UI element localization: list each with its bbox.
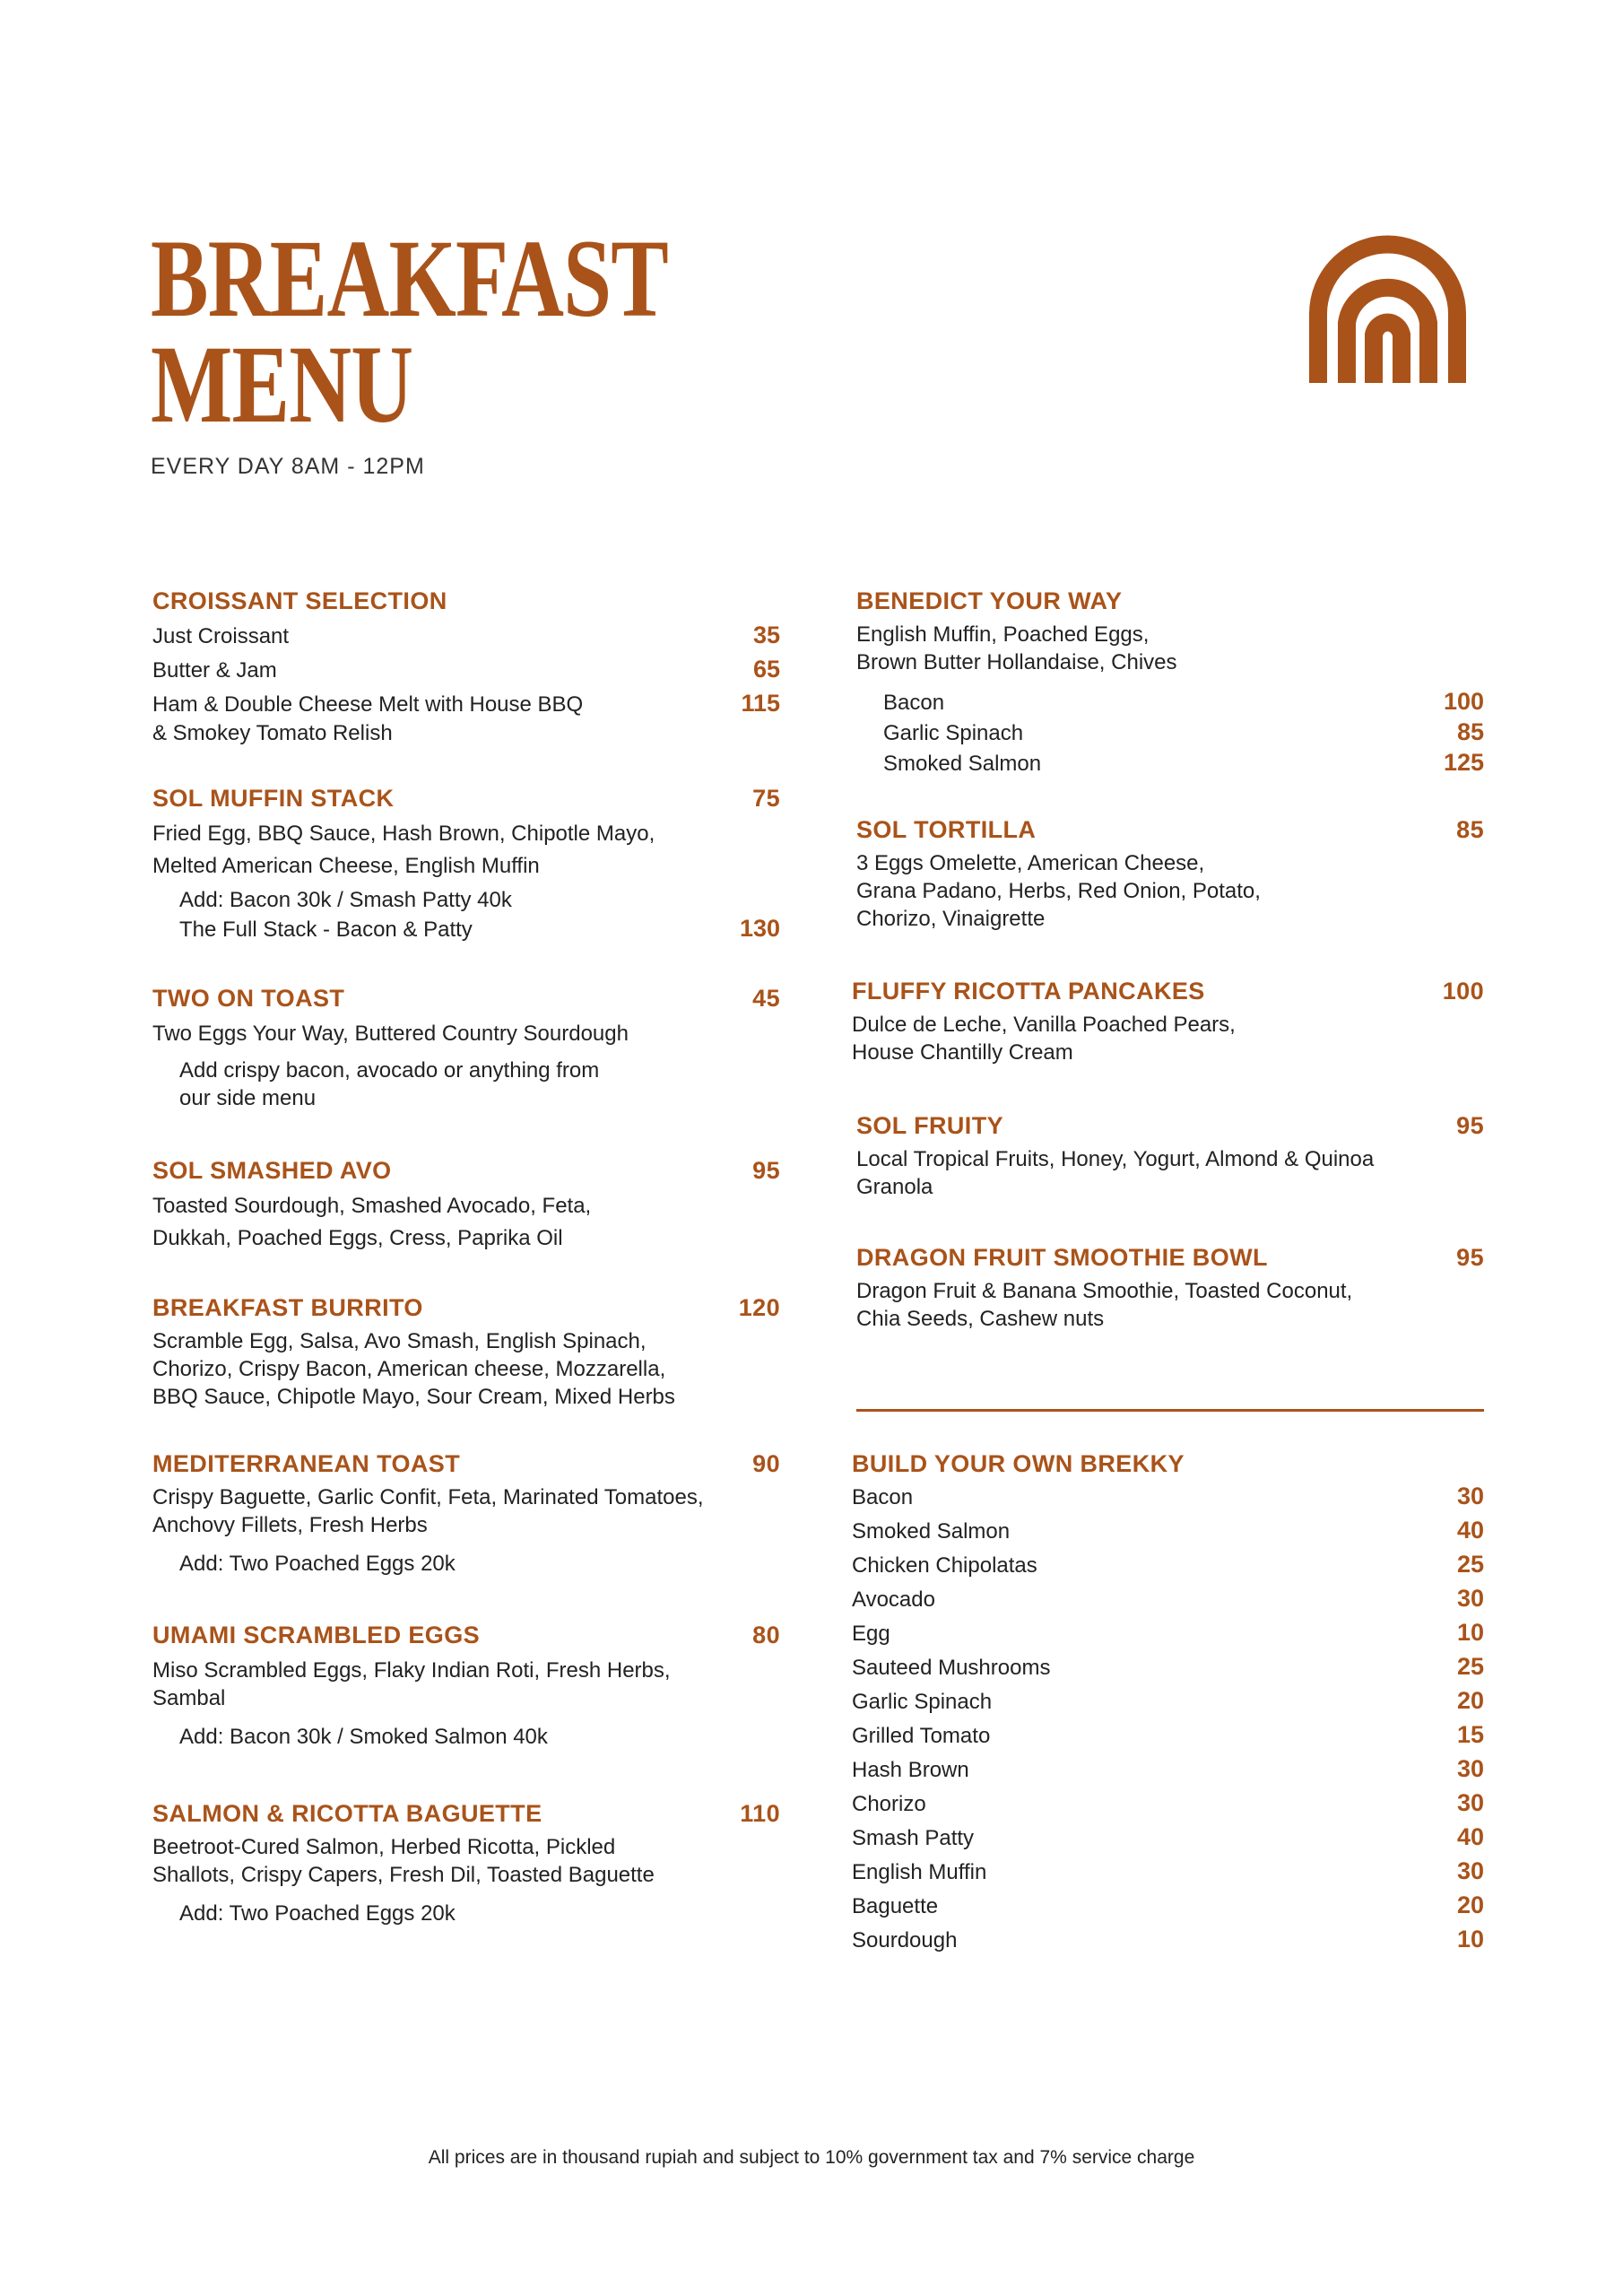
menu-item: Just Croissant 35 — [152, 619, 780, 653]
right-column — [852, 0, 1484, 2063]
section-breakfast-burrito: BREAKFAST BURRITO 120 Scramble Egg, Salsa, Avo Smash, English Spinach, Chorizo, Crispy Bacon, American cheese, Mozzarella, BBQ Sauce, Chipotle Mayo, Sour Cream, Mixed Herbs — [152, 1294, 780, 1409]
price: 85 — [1456, 718, 1484, 745]
section-title: SOL MUFFIN STACK — [152, 785, 395, 812]
price: 65 — [752, 656, 780, 683]
section-title: FLUFFY RICOTTA PANCAKES — [852, 978, 1205, 1004]
list-item: Baguette 20 — [852, 1892, 1484, 1918]
list-item: Hash Brown 30 — [852, 1755, 1484, 1782]
price: 110 — [740, 1800, 780, 1827]
list-item: Bacon 30 — [852, 1483, 1484, 1509]
section-title: TWO ON TOAST — [152, 985, 345, 1012]
section-sol-muffin-stack: SOL MUFFIN STACK 75 Fried Egg, BBQ Sauce, Hash Brown, Chipotle Mayo, Melted American Cheese, English Muffin Add: Bacon 30k / Smash Patty 40k The Full Stack - Bacon & Patty 130 — [152, 785, 780, 944]
list-item: Avocado 30 — [852, 1585, 1484, 1612]
section-benedict-your-way: BENEDICT YOUR WAY English Muffin, Poached Eggs, Brown Butter Hollandaise, Chives Bacon 100 Garlic Spinach 85 Smoked Salmon 125 — [856, 587, 1484, 778]
list-item: Egg 10 — [852, 1619, 1484, 1646]
section-title: DRAGON FRUIT SMOOTHIE BOWL — [856, 1244, 1268, 1271]
title-line-2: MENU — [151, 323, 413, 446]
section-mediterranean-toast: MEDITERRANEAN TOAST 90 Crispy Baguette, Garlic Confit, Feta, Marinated Tomatoes, Anchovy Fillets, Fresh Herbs Add: Two Poached Eggs 20k — [152, 1450, 780, 1576]
menu-item: Butter & Jam 65 — [152, 653, 780, 687]
side-items-list — [852, 1480, 1484, 1957]
section-salmon-ricotta-baguette: SALMON & RICOTTA BAGUETTE 110 Beetroot-Cured Salmon, Herbed Ricotta, Pickled Shallots, Crispy Capers, Fresh Dil, Toasted Baguette Add: Two Poached Eggs 20k — [152, 1800, 780, 1926]
price: 75 — [752, 785, 780, 812]
price: 90 — [752, 1450, 780, 1477]
menu-item: Garlic Spinach 85 — [883, 718, 1484, 745]
menu-item: Bacon 100 — [883, 688, 1484, 715]
list-item: Garlic Spinach 20 — [852, 1687, 1484, 1714]
list-item: Smoked Salmon 40 — [852, 1517, 1484, 1544]
section-fluffy-ricotta-pancakes: FLUFFY RICOTTA PANCAKES 100 Dulce de Leche, Vanilla Poached Pears, House Chantilly Cream — [852, 978, 1484, 1065]
section-title: CROISSANT SELECTION — [152, 587, 447, 614]
price: 35 — [752, 622, 780, 648]
list-item: English Muffin 30 — [852, 1857, 1484, 1884]
section-sol-tortilla: SOL TORTILLA 85 3 Eggs Omelette, American Cheese, Grana Padano, Herbs, Red Onion, Potato, Chorizo, Vinaigrette — [856, 816, 1484, 931]
section-two-on-toast: TWO ON TOAST 45 Two Eggs Your Way, Buttered Country Sourdough Add crispy bacon, avocado or anything from our side menu — [152, 985, 780, 1110]
section-title: MEDITERRANEAN TOAST — [152, 1450, 461, 1477]
section-croissant-selection: CROISSANT SELECTION Just Croissant 35 Butter & Jam 65 Ham & Double Cheese Melt with House BBQ 115 & Smokey Tomato Relish — [152, 587, 780, 745]
list-item: Smash Patty 40 — [852, 1823, 1484, 1850]
menu-item: The Full Stack - Bacon & Patty 130 — [179, 915, 780, 942]
price: 100 — [1442, 978, 1484, 1004]
price: 120 — [738, 1294, 780, 1321]
section-sol-fruity: SOL FRUITY 95 Local Tropical Fruits, Honey, Yogurt, Almond & Quinoa Granola — [856, 1112, 1484, 1199]
section-title: BUILD YOUR OWN BREKKY — [852, 1450, 1185, 1477]
left-column — [152, 0, 780, 2063]
list-item: Sourdough 10 — [852, 1926, 1484, 1952]
title-line-1: BREAKFAST — [151, 217, 668, 340]
footer-note: All prices are in thousand rupiah and subject to 10% government tax and 7% service charge — [428, 2147, 1195, 2168]
section-divider — [856, 1409, 1484, 1412]
price: 100 — [1443, 688, 1484, 715]
price: 125 — [1443, 749, 1484, 776]
price: 95 — [1456, 1112, 1484, 1139]
section-title: UMAMI SCRAMBLED EGGS — [152, 1622, 480, 1648]
section-title: SOL FRUITY — [856, 1112, 1004, 1139]
price: 95 — [752, 1157, 780, 1184]
section-title: BENEDICT YOUR WAY — [856, 587, 1123, 614]
section-dragon-fruit-smoothie-bowl: DRAGON FRUIT SMOOTHIE BOWL 95 Dragon Fruit & Banana Smoothie, Toasted Coconut, Chia Seeds, Cashew nuts — [856, 1244, 1484, 1331]
list-item: Chorizo 30 — [852, 1789, 1484, 1816]
list-item: Sauteed Mushrooms 25 — [852, 1653, 1484, 1680]
section-title: BREAKFAST BURRITO — [152, 1294, 423, 1321]
list-item: Chicken Chipolatas 25 — [852, 1551, 1484, 1578]
section-build-your-own-brekky — [852, 1450, 1484, 1957]
section-title: SOL TORTILLA — [856, 816, 1037, 843]
price: 45 — [752, 985, 780, 1012]
menu-item: Ham & Double Cheese Melt with House BBQ 115 — [152, 690, 780, 717]
section-title: SALMON & RICOTTA BAGUETTE — [152, 1800, 542, 1827]
section-umami-scrambled-eggs: UMAMI SCRAMBLED EGGS 80 Miso Scrambled Eggs, Flaky Indian Roti, Fresh Herbs, Sambal Add: Bacon 30k / Smoked Salmon 40k — [152, 1622, 780, 1749]
menu-item: Smoked Salmon 125 — [883, 749, 1484, 776]
price: 95 — [1456, 1244, 1484, 1271]
list-item: Grilled Tomato 15 — [852, 1721, 1484, 1748]
price: 80 — [752, 1622, 780, 1648]
price: 85 — [1456, 816, 1484, 843]
section-title: SOL SMASHED AVO — [152, 1157, 392, 1184]
section-sol-smashed-avo: SOL SMASHED AVO 95 Toasted Sourdough, Smashed Avocado, Feta, Dukkah, Poached Eggs, Cress, Paprika Oil — [152, 1157, 780, 1250]
price: 130 — [739, 915, 780, 942]
price: 115 — [741, 690, 780, 717]
opening-hours: EVERY DAY 8AM - 12PM — [151, 454, 425, 479]
